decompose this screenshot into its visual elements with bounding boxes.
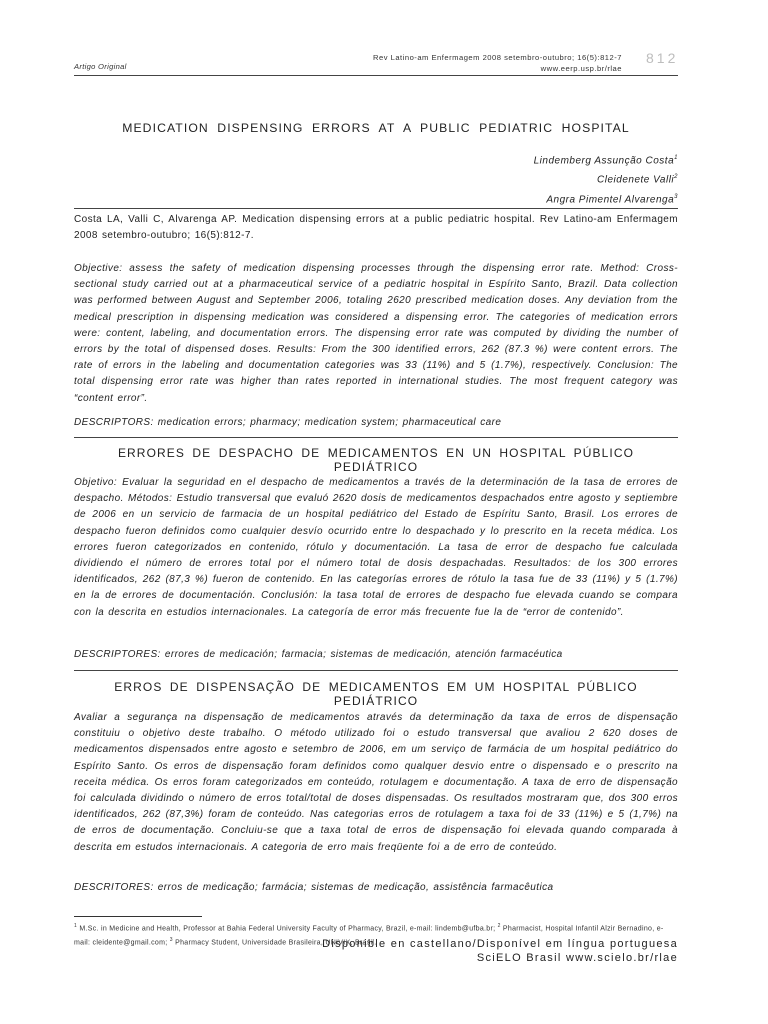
abstract-spanish: Objetivo: Evaluar la seguridad en el despacho de medicamentos a través de la determinación de la tasa de errores de despacho. Métodos: Estudio transversal que evaluó 2620 dosis de medicamentos despachados entre agosto y septiembre de 2006 en un servicio de farmacia de un hospital pediátrico del Estado de Espíritu Santo, Brasil. Los errores de despacho fueron definidos como cualquier desvío ocurrido entre lo despachado y lo prescrito en la receta médica. Los errores fueron categorizados en contenido, rótulo y documentación. La tasa de error de despacho fue calculada dividiendo el número de errores total por el número total de dosis despachadas. Resultados: de los 300 errores identificados, 262 (87,3 %) fueron de contenido. En las categorías errores de rótulo la tasa fue de 33 (11%) y 5 (1.7%) en la de errores de documentación. Conclusión: la tasa total de errores de despacho fue elevada cuando se compara con la descrita en estudios internacionales. La categoría de error más frecuente fue la de “error de contenido”.: [74, 477, 678, 618]
author-name: Angra Pimentel Alvarenga: [546, 193, 675, 205]
author-1: [380, 150, 678, 169]
abstract-english: Objective: assess the safety of medication dispensing processes through the dispensing error rate. Method: Cross-sectional study carried out at a pharmaceutical service of a pediatric hospital in Espírito Santo, Brazil. Data collection was performed between August and September 2006, totaling 2620 prescribed medication doses. Any deviation from the medical prescription in dispensing medication was considered a dispensing error. The categories of medication errors were: content, labeling, and documentation errors. The dispensing error rate was computed by dividing the number of errors by the total of dispensed doses. Results: From the 300 identified errors, 262 (87.3 %) were content errors. The rate of errors in the labeling and documentation categories was 33 (11%) and 5 (1.7%), respectively. Conclusion: The total dispensing error rate was higher than rates reported in international studies. The most frequent category was “content error”.: [74, 263, 678, 404]
citation-rule: [74, 208, 678, 209]
affiliation-1: M.Sc. in Medicine and Health, Professor at Bahia Federal University Faculty of Pharmacy, Brazil, e-mail: lindemb@ufba.br;: [79, 925, 496, 933]
descriptors-english: DESCRIPTORS: medication errors; pharmacy; medication system; pharmaceutical care: [74, 417, 502, 428]
footnote-mark: 1: [74, 923, 78, 929]
page-number: 812: [646, 50, 679, 66]
portuguese-title: ERROS DE DISPENSAÇÃO DE MEDICAMENTOS EM UM HOSPITAL PÚBLICO PEDIÁTRICO: [114, 680, 638, 708]
journal-url[interactable]: www.eerp.usp.br/rlae: [540, 64, 622, 73]
descriptors-portuguese: DESCRITORES: erros de medicação; farmácia; sistemas de medicação, assistência farmacêutica: [74, 882, 554, 893]
author-name: Cleidenete Valli: [597, 174, 675, 186]
article-title: MEDICATION DISPENSING ERRORS AT A PUBLIC PEDIATRIC HOSPITAL: [122, 121, 630, 135]
author-affiliation-mark: 3: [674, 193, 678, 200]
language-availability: Disponible en castellano/Disponível em língua portuguesa: [322, 938, 678, 950]
citation: Costa LA, Valli C, Alvarenga AP. Medication dispensing errors at a public pediatric hospital. Rev Latino-am Enfermagem 2008 setembro-outubro; 16(5):812-7.: [74, 214, 678, 242]
affiliation-2: Pharmacist, Hospital Infantil Alzir Bernadino, e-mail: cleidente@gmail.com;: [74, 925, 664, 947]
author-affiliation-mark: 1: [674, 155, 678, 161]
portuguese-rule: [74, 670, 678, 671]
author-name: Lindemberg Assunção Costa: [533, 155, 675, 167]
descriptors-spanish: DESCRIPTORES: errores de medicación; farmacia; sistemas de medicación, atención farmacéutica: [74, 649, 563, 660]
scielo-link[interactable]: SciELO Brasil www.scielo.br/rlae: [476, 952, 678, 964]
journal-line-1: Rev Latino-am Enfermagem 2008 setembro-outubro; 16(5):812-7: [373, 53, 622, 62]
author-2: [380, 169, 678, 188]
footnote-mark: 2: [497, 923, 501, 929]
spanish-title: ERRORES DE DESPACHO DE MEDICAMENTOS EN UN HOSPITAL PÚBLICO PEDIÁTRICO: [117, 446, 635, 474]
footnote-rule: [74, 916, 202, 917]
spanish-rule: [74, 437, 678, 438]
author-list: [380, 150, 678, 208]
abstract-portuguese: Avaliar a segurança na dispensação de medicamentos através da determinação da taxa de erros de dispensação constituiu o objetivo deste trabalho. O método utilizado foi o estudo transversal que avaliou 2 620 doses de medicamentos dispensados entre agosto e setembro de 2006, em um serviço de farmácia de um hospital pediátrico do Espírito Santo. Os erros de dispensação foram definidos como qualquer desvio entre o dispensado e o prescrito na receita médica. Os erros foram categorizados em conteúdo, rotulagem e documentação. A taxa de erro de dispensação foi calculada dividindo o número de erros total/total de doses dispensadas. Os resultados mostraram que, dos 300 erros identificados, 262 (87,3%) foram de conteúdo. Nas categorias erros de rotulagem a taxa foi de 33 (11%) e 5 (1,7%) na de erros de documentação. Concluiu-se que a taxa total de erros de dispensação foi elevada quando comparada à descrita em estudos internacionais. A categoria de erro mais freqüente foi a de erro de conteúdo.: [74, 712, 678, 853]
author-3: [380, 189, 678, 208]
header-rule: [74, 75, 678, 76]
journal-reference: [250, 52, 622, 74]
author-affiliation-mark: 2: [674, 174, 678, 181]
affiliation-3: Pharmacy Student, Universidade Brasileira, UNIVIX, Brasil.: [175, 939, 377, 947]
footnote-mark: 3: [169, 936, 173, 943]
section-label: Artigo Original: [74, 62, 127, 71]
